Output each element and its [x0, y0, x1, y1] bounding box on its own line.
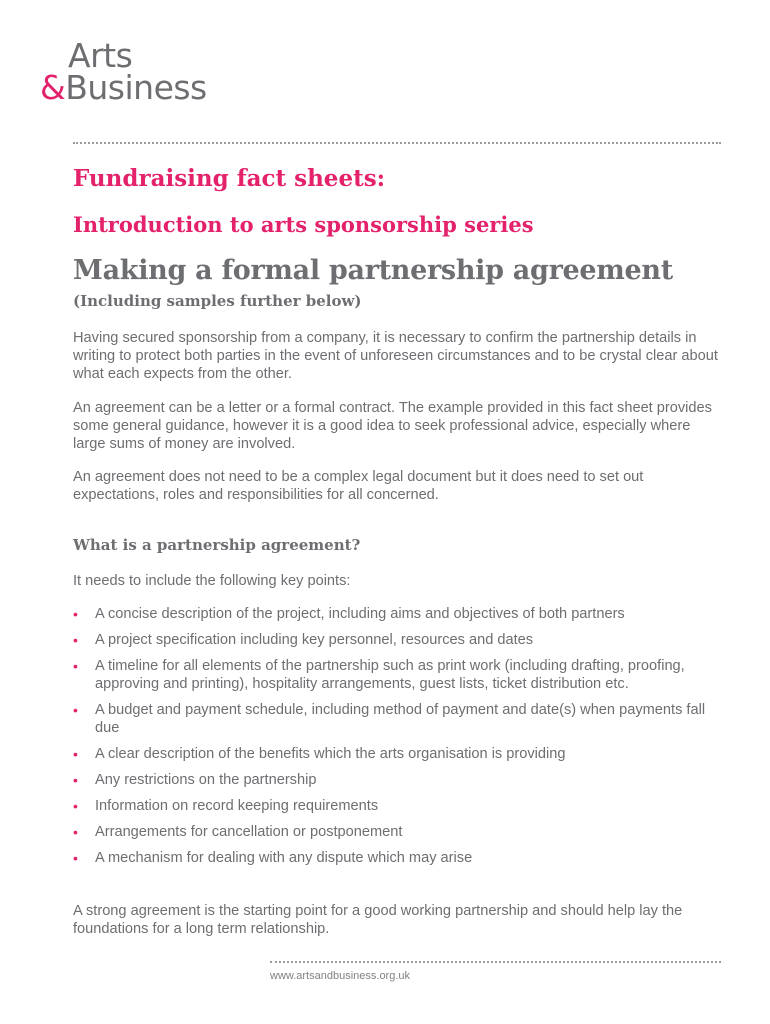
list-item: [73, 823, 723, 841]
list-item: [73, 771, 723, 789]
paragraph-1: Having secured sponsorship from a company, it is necessary to confirm the partnership details in writing to protect both parties in the event of unforeseen circumstances and to be crystal clear about what each expects from the other.: [73, 330, 718, 382]
list-item-text: A clear description of the benefits which the arts organisation is providing: [95, 746, 566, 762]
top-divider: [73, 142, 721, 144]
page-subtitle: (Including samples further below): [73, 292, 362, 310]
bullet-icon: •: [73, 850, 78, 866]
list-item: [73, 701, 723, 737]
footer-url[interactable]: www.artsandbusiness.org.uk: [270, 970, 411, 982]
bullet-icon: •: [73, 632, 78, 648]
list-item: [73, 605, 723, 623]
bullet-icon: •: [73, 658, 78, 674]
closing-paragraph: A strong agreement is the starting point for a good working partnership and should help lay the foundations for a long term relationship.: [73, 903, 683, 937]
list-item-text: A project specification including key personnel, resources and dates: [95, 632, 534, 648]
list-item-text: Arrangements for cancellation or postponement: [95, 824, 403, 840]
logo: [40, 36, 207, 107]
list-item-text: A budget and payment schedule, including method of payment and date(s) when payments fall due: [95, 702, 706, 736]
bullet-icon: •: [73, 702, 78, 718]
bullet-icon: •: [73, 746, 78, 762]
paragraph-3: An agreement does not need to be a complex legal document but it does need to set out expectations, roles and responsibilities for all concerned.: [73, 469, 644, 503]
page-title: Making a formal partnership agreement: [73, 255, 673, 286]
logo-line-arts: Arts: [68, 36, 133, 75]
list-intro: It needs to include the following key points:: [73, 573, 351, 589]
list-item: [73, 745, 723, 763]
logo-line-business: [40, 68, 207, 107]
list-item-text: Information on record keeping requirements: [95, 798, 379, 814]
list-item: [73, 797, 723, 815]
list-item: [73, 657, 723, 693]
list-item: [73, 849, 723, 867]
bullet-icon: •: [73, 824, 78, 840]
list-item-text: A timeline for all elements of the partnership such as print work (including drafting, proofing, approving and printing), hospitality arrangements, guest lists, ticket distribution etc.: [95, 658, 685, 692]
list-item-text: A mechanism for dealing with any dispute which may arise: [95, 850, 473, 866]
bullet-icon: •: [73, 798, 78, 814]
logo-business-text: Business: [65, 68, 207, 107]
key-points-list: [73, 605, 723, 875]
paragraph-2: An agreement can be a letter or a formal contract. The example provided in this fact sheet provides some general guidance, however it is a good idea to seek professional advice, especially where large sums of money are involved.: [73, 400, 712, 452]
list-item-text: Any restrictions on the partnership: [95, 772, 317, 788]
bullet-icon: •: [73, 606, 78, 622]
logo-ampersand: &: [40, 68, 66, 107]
series-subtitle: Introduction to arts sponsorship series: [73, 212, 534, 237]
bullet-icon: •: [73, 772, 78, 788]
list-item: [73, 631, 723, 649]
section-heading: What is a partnership agreement?: [73, 536, 361, 554]
footer-divider: [270, 961, 721, 963]
series-title: Fundraising fact sheets:: [73, 165, 386, 192]
list-item-text: A concise description of the project, including aims and objectives of both partners: [95, 606, 625, 622]
